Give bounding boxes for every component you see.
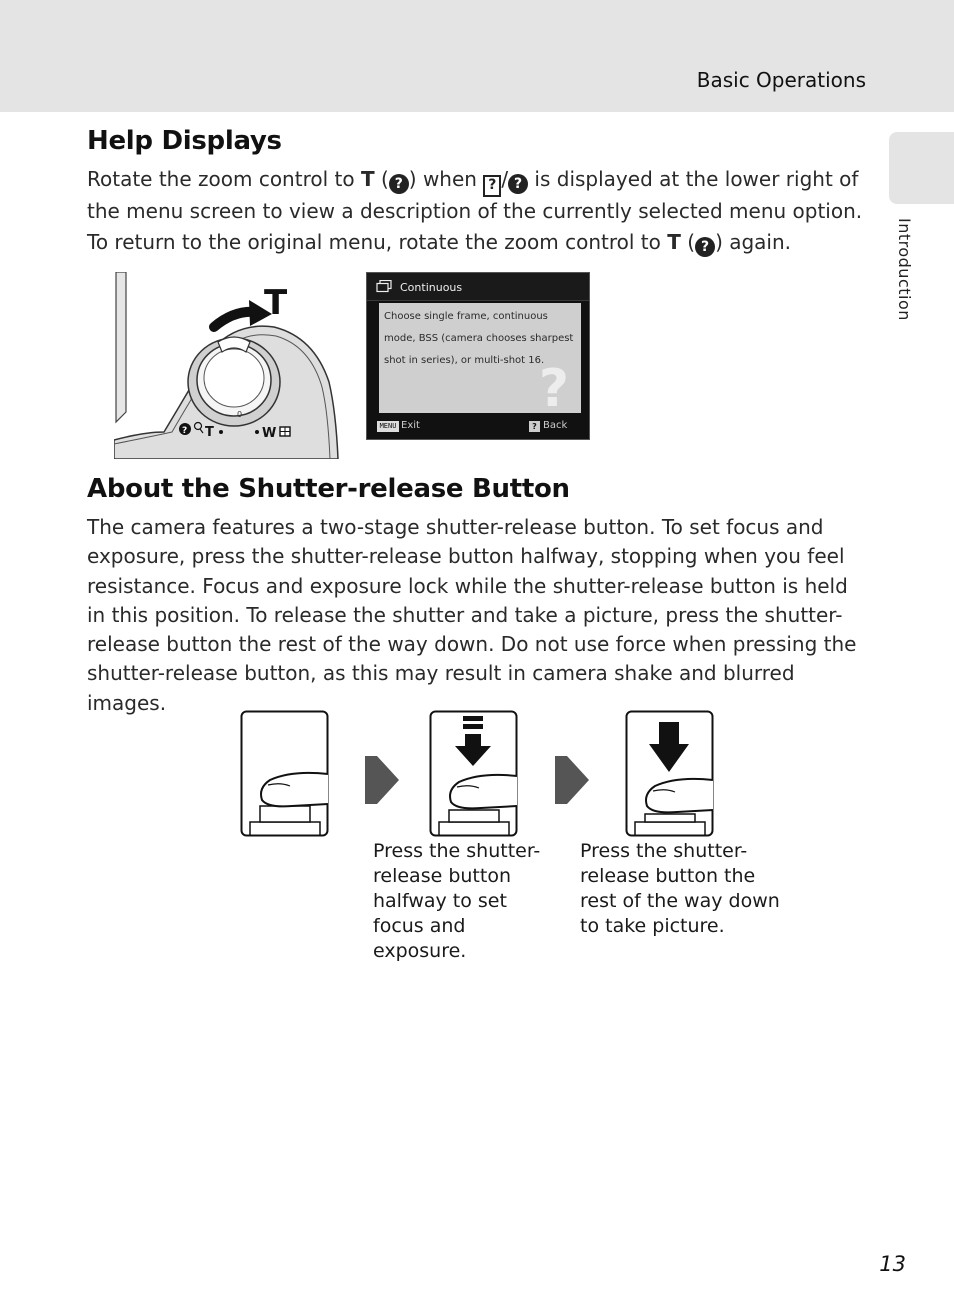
shutter-heading: About the Shutter-release Button bbox=[87, 474, 570, 504]
chapter-tab bbox=[889, 132, 954, 204]
zoom-w-label: W bbox=[262, 426, 277, 441]
finger-half-press-illustration bbox=[429, 710, 519, 838]
lcd-back-label: Back bbox=[543, 420, 568, 431]
continuous-mode-icon bbox=[376, 280, 392, 293]
zoom-control-illustration bbox=[114, 272, 340, 459]
help-key-icon: ? bbox=[529, 421, 540, 432]
menu-key-icon: MENU bbox=[377, 421, 399, 432]
caption-full-press: Press the shutter-release button the rest of the way down to take picture. bbox=[580, 840, 780, 937]
section-header-title: Basic Operations bbox=[696, 68, 866, 92]
header-band bbox=[0, 0, 954, 112]
help-paragraph-2: To return to the original menu, rotate the zoom control to T ( ? ) again. bbox=[87, 230, 792, 255]
lcd-help-screen bbox=[366, 272, 590, 440]
question-mark-watermark-icon: ? bbox=[538, 359, 569, 419]
help-paragraph-1: Rotate the zoom control to T ( ? ) when ? / ? is displayed at the lower right of the menu screen to view a description of the currently selected menu option. bbox=[87, 167, 863, 223]
help-circle-icon: ? bbox=[695, 237, 715, 257]
help-circle-icon: ? bbox=[389, 174, 409, 194]
svg-text:0: 0 bbox=[237, 410, 243, 419]
help-displays-heading: Help Displays bbox=[87, 126, 282, 156]
next-step-arrow-icon bbox=[553, 752, 591, 808]
lcd-footer bbox=[367, 415, 589, 439]
svg-text:?: ? bbox=[182, 426, 188, 436]
help-box-icon: ? bbox=[483, 175, 501, 197]
lcd-menu-title: Continuous bbox=[400, 281, 463, 294]
lcd-description-text: Choose single frame, continuous mode, BSS (camera chooses sharpest shot in series), or multi-shot 16. bbox=[384, 311, 574, 366]
page-number: 13 bbox=[879, 1252, 906, 1276]
zoom-t-big-label: T bbox=[264, 283, 288, 323]
lcd-title-bar bbox=[367, 273, 589, 301]
help-circle-icon: ? bbox=[508, 174, 528, 194]
lcd-description-panel bbox=[379, 303, 581, 419]
zoom-t-small-label: T bbox=[205, 425, 214, 440]
caption-half-press: Press the shutter-release button halfway to set focus and exposure. bbox=[373, 840, 541, 962]
next-step-arrow-icon bbox=[363, 752, 401, 808]
chapter-tab-label-wrap bbox=[896, 218, 920, 328]
chapter-tab-label: Introduction bbox=[895, 218, 914, 321]
lcd-exit-label: Exit bbox=[401, 420, 420, 431]
shutter-paragraph: The camera features a two-stage shutter-release button. To set focus and exposure, press the shutter-release button halfway, stopping when you feel resistance. Focus and exposure lock while the shutter-release button is held in this position. To release the shutter and take a picture, press the shutter-release button the rest of the way down. Do not use force when pressing the shutter-release button, as this may result in camera shake and blurred images. bbox=[87, 515, 857, 715]
tele-t-icon: T bbox=[360, 167, 375, 191]
finger-full-press-illustration bbox=[625, 710, 715, 838]
tele-t-icon: T bbox=[667, 230, 681, 254]
finger-rest-illustration bbox=[240, 710, 330, 838]
